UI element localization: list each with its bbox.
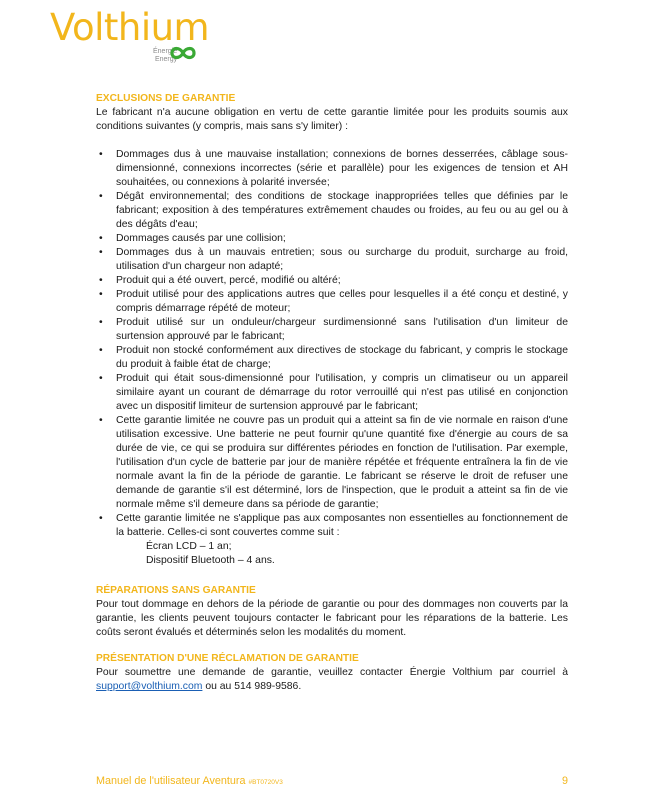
bullet-icon: •: [99, 373, 103, 384]
claim-text-after: ou au 514 989-9586.: [205, 681, 302, 692]
volthium-logo: [50, 6, 210, 66]
list-item-text: Dommages dus à un mauvais entretien; sous ou surcharge du produit, surcharge au froid, utilisation d'un chargeur non adapté;: [116, 247, 568, 272]
claim-text: [96, 666, 568, 694]
bullet-icon: •: [99, 513, 103, 524]
exclusions-list: [96, 148, 568, 540]
list-item: [96, 274, 568, 288]
bullet-icon: •: [99, 289, 103, 300]
claim-text-before: Pour soumettre une demande de garantie, veuillez contacter Énergie Volthium par courriel à: [96, 667, 568, 678]
list-item-text: Dommages dus à une mauvaise installation; connexions de bornes desserrées, câblage sous-dimensionné, connexions incorrectes (série et parallèle) pour les exigences de tension et AH souhaitées, ou connexions à polarité inversée;: [116, 149, 568, 188]
logo-sub-line1: Énergie: [153, 48, 178, 55]
list-item: [96, 512, 568, 540]
support-email-link[interactable]: support@volthium.com: [96, 681, 203, 692]
bullet-icon: •: [99, 191, 103, 202]
list-item-text: Dégât environnemental; des conditions de stockage inappropriées telles que définies par le fabricant; exposition à des températures extrêmement chaudes ou froides, au feu ou au gel ou à des dégâts d'eau;: [116, 191, 568, 230]
list-item-text: Produit utilisé pour des applications autres que celles pour lesquelles il a été conçu et destiné, y compris démarrage répété de moteur;: [116, 289, 568, 314]
list-item: [96, 148, 568, 190]
list-item: [96, 246, 568, 274]
bullet-icon: •: [99, 275, 103, 286]
list-item: [96, 372, 568, 414]
list-item-text: Produit non stocké conformément aux directives de stockage du fabricant, y compris le stockage du produit à faible état de charge;: [116, 345, 568, 370]
bullet-icon: •: [99, 247, 103, 258]
footer-title: Manuel de l'utilisateur Aventura: [96, 775, 246, 787]
logo-wordmark: Volthium: [50, 6, 210, 49]
repairs-heading: RÉPARATIONS SANS GARANTIE: [96, 585, 256, 596]
list-item-text: Cette garantie limitée ne s'applique pas aux composantes non essentielles au fonctionnement de la batterie. Celles-ci sont couvertes comme suit :: [116, 513, 568, 538]
bullet-icon: •: [99, 149, 103, 160]
list-item-text: Produit qui était sous-dimensionné pour l'utilisation, y compris un climatiseur ou un appareil similaire ayant un courant de démarrage du rotor verrouillé qui n'est pas utilisé en conjonction avec un dispositif limiteur de surtension approuvé par le fabricant;: [116, 373, 568, 412]
bullet-icon: •: [99, 233, 103, 244]
list-item: [96, 316, 568, 344]
page-footer: [96, 775, 568, 787]
page-number: 9: [561, 775, 568, 787]
list-item: [96, 288, 568, 316]
footer-code: #BT0720V3: [248, 779, 283, 786]
document-body: [96, 92, 568, 694]
bullet-icon: •: [99, 317, 103, 328]
list-item-text: Produit utilisé sur un onduleur/chargeur surdimensionné sans l'utilisation d'un limiteur de surtension approuvé par le fabricant;: [116, 317, 568, 342]
infinity-icon: [168, 44, 198, 62]
bullet-icon: •: [99, 415, 103, 426]
component-coverage-bluetooth: Dispositif Bluetooth – 4 ans.: [146, 555, 275, 566]
bullet-icon: •: [99, 345, 103, 356]
list-item-text: Produit qui a été ouvert, percé, modifié ou altéré;: [116, 275, 341, 286]
exclusions-heading: EXCLUSIONS DE GARANTIE: [96, 93, 236, 104]
exclusions-intro: Le fabricant n'a aucune obligation en vertu de cette garantie limitée pour les produits soumis aux conditions suivantes (y compris, mais sans s'y limiter) :: [96, 107, 568, 132]
list-item: [96, 232, 568, 246]
list-item: [96, 344, 568, 372]
list-item-text: Cette garantie limitée ne couvre pas un produit qui a atteint sa fin de vie normale en raison d'une utilisation excessive. Une batterie ne peut fournir qu'une quantité fixe d'énergie au cours de sa durée de vie, ce qui se produira sur différentes périodes en fonction de l'utilisation. Par exemple, l'utilisation d'un cycle de batterie par jour de manière répétée et fréquente entraînera la fin de vie normale avant la fin de la période de garantie. Le fabricant se réserve le droit de refuser une demande de garantie s'il est déterminé, lors de l'inspection, que le produit a atteint sa fin de vie normale même s'il demeure dans sa période de garantie;: [116, 415, 568, 510]
repairs-text: Pour tout dommage en dehors de la période de garantie ou pour des dommages non couverts par la garantie, les clients peuvent toujours contacter le fabricant pour les réparations de la batterie. Les coûts seront évalués et déterminés selon les modalités du moment.: [96, 599, 568, 638]
list-item-text: Dommages causés par une collision;: [116, 233, 286, 244]
list-item: [96, 414, 568, 512]
list-item: [96, 190, 568, 232]
logo-sub-line2: Energy: [154, 56, 178, 63]
claim-heading: PRÉSENTATION D'UNE RÉCLAMATION DE GARANTIE: [96, 653, 359, 664]
component-coverage-lcd: Écran LCD – 1 an;: [146, 541, 232, 552]
